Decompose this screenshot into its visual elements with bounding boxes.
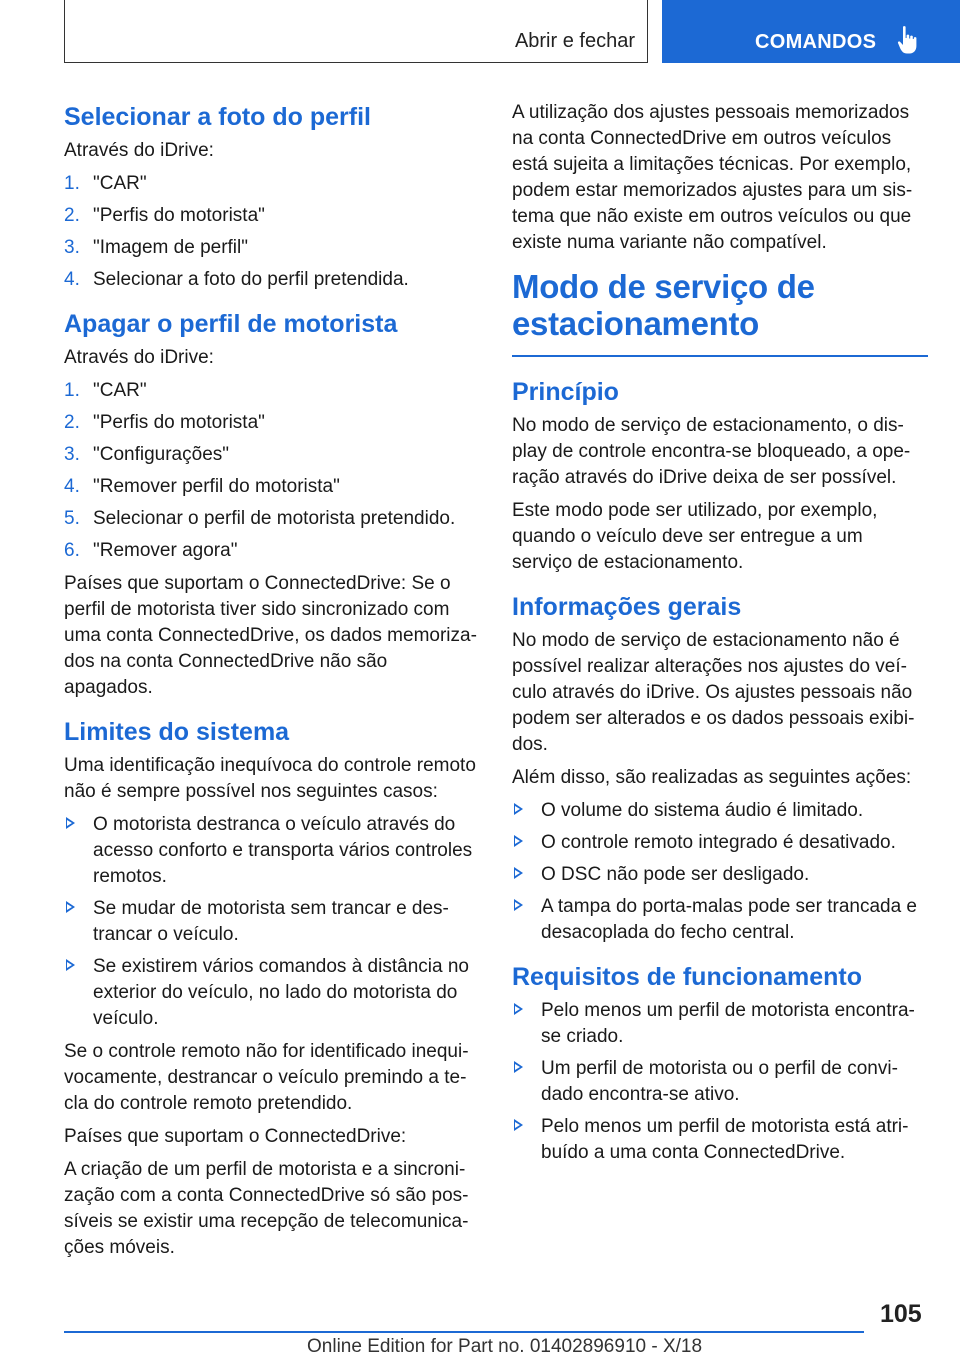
heading-requirements: Requisitos de funcionamento (512, 962, 863, 991)
intro-text: Através do iDrive: (64, 140, 214, 161)
heading-select-profile-photo: Selecionar a foto do perfil (64, 103, 371, 131)
requirements-list (512, 998, 928, 1166)
bullet-arrow-icon (514, 1003, 523, 1015)
bullet-arrow-icon (514, 835, 523, 847)
paragraph: A utilização dos ajustes pessoais memorizados na conta ConnectedDrive em outros veículos está sujeita a limitações técnicas. Por exemplo, podem estar memorizados ajustes para um sistema que não existe em outros veículos ou que existe numa variante não compatível. (512, 102, 913, 253)
list-item: O volume do sistema áudio é limitado. (512, 798, 928, 824)
list-item: 3. "Configurações" (64, 444, 230, 465)
list-item: Se mudar de motorista sem trancar e destrancar o veículo. (64, 896, 480, 948)
heading-principle: Princípio (512, 377, 619, 406)
bullet-arrow-icon (66, 901, 75, 913)
list-item: 3. "Imagem de perfil" (64, 237, 248, 258)
steps-delete-profile (64, 378, 480, 564)
paragraph: A criação de um perfil de motorista e a sincronização com a conta ConnectedDrive só são possíveis se existir uma recepção de telecomunicações móveis. (64, 1159, 469, 1258)
list-item: 6. "Remover agora" (64, 540, 238, 561)
list-item: O motorista destranca o veículo através do acesso conforto e transporta vários controles remotos. (64, 812, 480, 890)
section-title: Abrir e fechar (514, 30, 635, 52)
bullet-arrow-icon (514, 1061, 523, 1073)
bullet-arrow-icon (514, 867, 523, 879)
paragraph: Além disso, são realizadas as seguintes ações: (512, 766, 912, 788)
bullet-arrow-icon (66, 959, 75, 971)
list-item: 2. "Perfis do motorista" (64, 205, 265, 226)
edition-text: Online Edition for Part no. 01402896910 - X/18 (307, 1336, 703, 1357)
list-item: Um perfil de motorista ou o perfil de convidado encontra-se ativo. (512, 1056, 928, 1108)
left-column (64, 100, 480, 1268)
paragraph: No modo de serviço de estacionamento, o display de controle encontra-se bloqueado, a operação através do iDrive deixa de ser possível. (512, 414, 911, 488)
intro-text: Uma identificação inequívoca do controle remoto não é sempre possível nos seguintes casos: (64, 755, 476, 802)
list-item: 4. "Remover perfil do motorista" (64, 476, 340, 497)
list-item: 5. Selecionar o perfil de motorista pretendido. (64, 508, 456, 529)
heading-delete-profile: Apagar o perfil de motorista (64, 310, 398, 338)
list-item: 1. "CAR" (64, 173, 147, 194)
list-item: Pelo menos um perfil de motorista está atribuído a uma conta ConnectedDrive. (512, 1114, 928, 1166)
page-number: 105 (880, 1300, 922, 1328)
bullet-arrow-icon (514, 803, 523, 815)
paragraph: No modo de serviço de estacionamento não é possível realizar alterações nos ajustes do veículo através do iDrive. Os ajustes pessoais não podem ser alterados e os dados pessoais exibidos. (512, 629, 915, 755)
heading-general-info: Informações gerais (512, 592, 742, 621)
paragraph: Países que suportam o ConnectedDrive: (64, 1126, 407, 1147)
heading-system-limits: Limites do sistema (64, 718, 290, 746)
list-item: 4. Selecionar a foto do perfil pretendida. (64, 269, 409, 290)
paragraph: Este modo pode ser utilizado, por exemplo, quando o veículo deve ser entregue a um serviço de estacionamento. (512, 499, 878, 573)
bullet-arrow-icon (66, 817, 75, 829)
list-item: Pelo menos um perfil de motorista encontra-se criado. (512, 998, 928, 1050)
connecteddrive-note: Países que suportam o ConnectedDrive: Se o perfil de motorista tiver sido sincronizado com uma conta ConnectedDrive, os dados memorizados na conta ConnectedDrive não são apagados. (64, 573, 477, 698)
heading-valet-mode: Modo de serviço de estacionamento (512, 268, 815, 342)
chapter-tab[interactable] (662, 0, 960, 63)
intro-text: Através do iDrive: (64, 347, 214, 368)
section-header-box (64, 0, 648, 63)
list-item: Se existirem vários comandos à distância no exterior do veículo, no lado do motorista do veículo. (64, 954, 480, 1032)
limits-list (64, 812, 480, 1032)
list-item: 2. "Perfis do motorista" (64, 412, 265, 433)
bullet-arrow-icon (514, 1119, 523, 1131)
footer-divider (64, 1331, 864, 1333)
list-item: A tampa do porta-malas pode ser trancada e desacoplada do fecho central. (512, 894, 928, 946)
steps-select-photo (64, 171, 480, 293)
divider (512, 355, 928, 357)
actions-list (512, 798, 928, 946)
list-item: 1. "CAR" (64, 380, 147, 401)
bullet-arrow-icon (514, 899, 523, 911)
list-item: O controle remoto integrado é desativado. (512, 830, 928, 856)
paragraph: Se o controle remoto não for identificado inequivocamente, destrancar o veículo premindo a tecla do controle remoto pretendido. (64, 1041, 469, 1114)
list-item: O DSC não pode ser desligado. (512, 862, 928, 888)
chapter-tab-label: COMANDOS (755, 31, 877, 53)
page-header (0, 0, 960, 66)
right-column (512, 100, 928, 1173)
hand-pointer-icon (897, 25, 919, 60)
